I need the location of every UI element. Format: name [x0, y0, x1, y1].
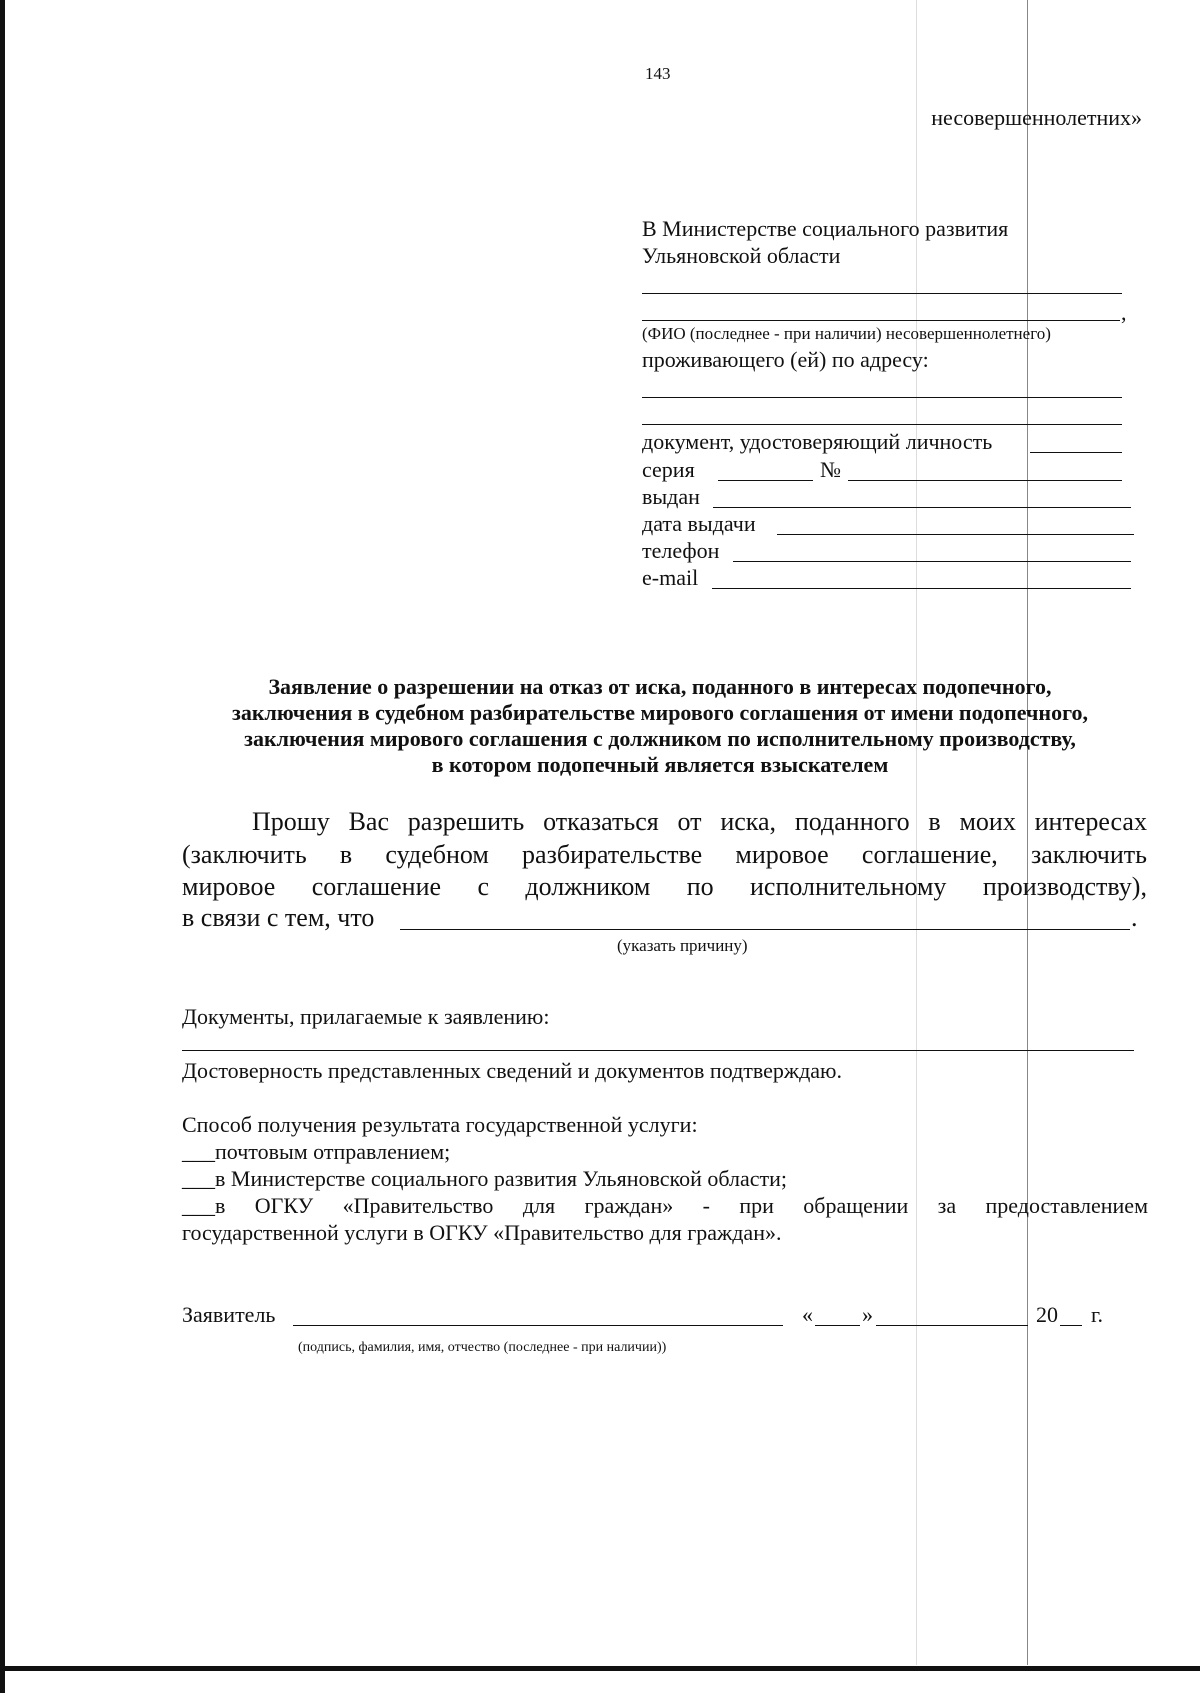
paragraph-line3 — [182, 872, 1147, 902]
email-label: e-mail — [642, 565, 699, 590]
option-label: в Министерстве социального развития Ульяновской области; — [215, 1166, 787, 1191]
word: иска, — [720, 807, 777, 836]
applicant-label: Заявитель — [182, 1302, 276, 1327]
word: (заключить — [182, 840, 307, 869]
word: с — [477, 872, 489, 901]
option-blank: ___ — [182, 1193, 215, 1218]
word: интересах — [1034, 807, 1147, 836]
word: моих — [959, 807, 1016, 836]
word: отказаться — [543, 807, 659, 836]
date-open-quote: « — [802, 1302, 813, 1327]
title-line2: заключения в судебном разбирательстве мирового соглашения от имени подопечного, — [231, 700, 1089, 725]
issue-date-label: дата выдачи — [642, 511, 756, 536]
word: должником — [525, 872, 651, 901]
page-number: 143 — [645, 64, 671, 83]
series-label: серия — [642, 457, 695, 482]
paragraph-line2 — [182, 840, 1147, 870]
word: соглашение — [311, 872, 442, 901]
address-label: проживающего (ей) по адресу: — [642, 347, 929, 372]
title-line1: Заявление о разрешении на отказ от иска, поданного в интересах подопечного, — [268, 674, 1052, 699]
email-line — [712, 588, 1131, 589]
issue-date-line — [777, 534, 1134, 535]
address-line — [642, 424, 1122, 425]
day-line — [815, 1325, 860, 1326]
word: производству), — [982, 872, 1147, 901]
year-prefix: 20 — [1036, 1302, 1058, 1327]
word: поданного — [794, 807, 910, 836]
word: от — [677, 807, 702, 836]
addressee-line2: Ульяновской области — [642, 243, 841, 268]
header-fragment: несовершеннолетних» — [931, 105, 1142, 130]
number-line — [848, 480, 1122, 481]
word: по — [686, 872, 714, 901]
title-line3: заключения мирового соглашения с должником по исполнительному производству, — [244, 726, 1076, 751]
series-line — [718, 480, 813, 481]
word: мировое — [182, 872, 276, 901]
word: «Правительство — [342, 1193, 494, 1218]
paragraph-line1 — [252, 807, 1147, 837]
option-blank: ___ — [182, 1166, 215, 1191]
word: в — [928, 807, 941, 836]
delivery-option-ogku — [182, 1193, 1148, 1219]
attachments-label: Документы, прилагаемые к заявлению: — [182, 1004, 550, 1029]
addressee-line1: В Министерстве социального развития — [642, 216, 1009, 241]
issued-line — [713, 507, 1131, 508]
delivery-heading: Способ получения результата государственной услуги: — [182, 1112, 698, 1137]
page-border-bottom — [0, 1666, 1200, 1671]
date-close-quote: » — [862, 1302, 873, 1327]
delivery-option-ogku-line2: государственной услуги в ОГКУ «Правительство для граждан». — [182, 1220, 782, 1245]
month-line — [876, 1325, 1028, 1326]
word: исполнительному — [750, 872, 947, 901]
period: . — [1131, 903, 1138, 932]
word: Прошу — [252, 807, 330, 836]
phone-label: телефон — [642, 538, 720, 563]
word: соглашение, — [861, 840, 998, 869]
document-label: документ, удостоверяющий личность — [642, 429, 993, 454]
word: ОГКУ — [254, 1193, 314, 1218]
blank-line — [642, 320, 1120, 321]
word: разбирательстве — [522, 840, 703, 869]
document-line — [1030, 452, 1122, 453]
word: граждан» — [584, 1193, 674, 1218]
word: разрешить — [407, 807, 525, 836]
year-suffix: г. — [1091, 1302, 1104, 1327]
option-label: почтовым отправлением; — [215, 1139, 451, 1164]
word: в — [215, 1193, 226, 1218]
blank-line — [642, 293, 1122, 294]
confirmation-text: Достоверность представленных сведений и документов подтверждаю. — [182, 1058, 842, 1083]
year-line — [1060, 1325, 1082, 1326]
issued-label: выдан — [642, 484, 700, 509]
reason-caption: (указать причину) — [617, 936, 748, 955]
word: при — [739, 1193, 774, 1218]
word: - — [702, 1193, 710, 1218]
fio-caption: (ФИО (последнее - при наличии) несовершеннолетнего) — [642, 324, 1051, 343]
signature-caption: (подпись, фамилия, имя, отчество (последнее - при наличии)) — [298, 1340, 667, 1355]
signature-line — [293, 1325, 783, 1326]
delivery-option-mail — [182, 1139, 450, 1165]
paragraph-line4: в связи с тем, что — [182, 903, 375, 932]
reason-line — [400, 929, 1130, 930]
word: Вас — [348, 807, 389, 836]
comma: , — [1121, 300, 1127, 325]
address-line — [642, 397, 1122, 398]
delivery-option-ministry — [182, 1166, 787, 1192]
number-label: № — [820, 457, 841, 482]
word: судебном — [385, 840, 489, 869]
title-line4: в котором подопечный является взыскателем — [431, 752, 889, 777]
word: для — [522, 1193, 556, 1218]
word: предоставлением — [985, 1193, 1148, 1218]
word: обращении — [803, 1193, 909, 1218]
word: в — [339, 840, 353, 869]
phone-line — [733, 561, 1131, 562]
word: заключить — [1030, 840, 1147, 869]
word: за — [937, 1193, 957, 1218]
word: мировое — [735, 840, 829, 869]
option-blank: ___ — [182, 1139, 215, 1164]
page-border-left — [0, 0, 5, 1693]
attachments-line — [182, 1050, 1134, 1051]
